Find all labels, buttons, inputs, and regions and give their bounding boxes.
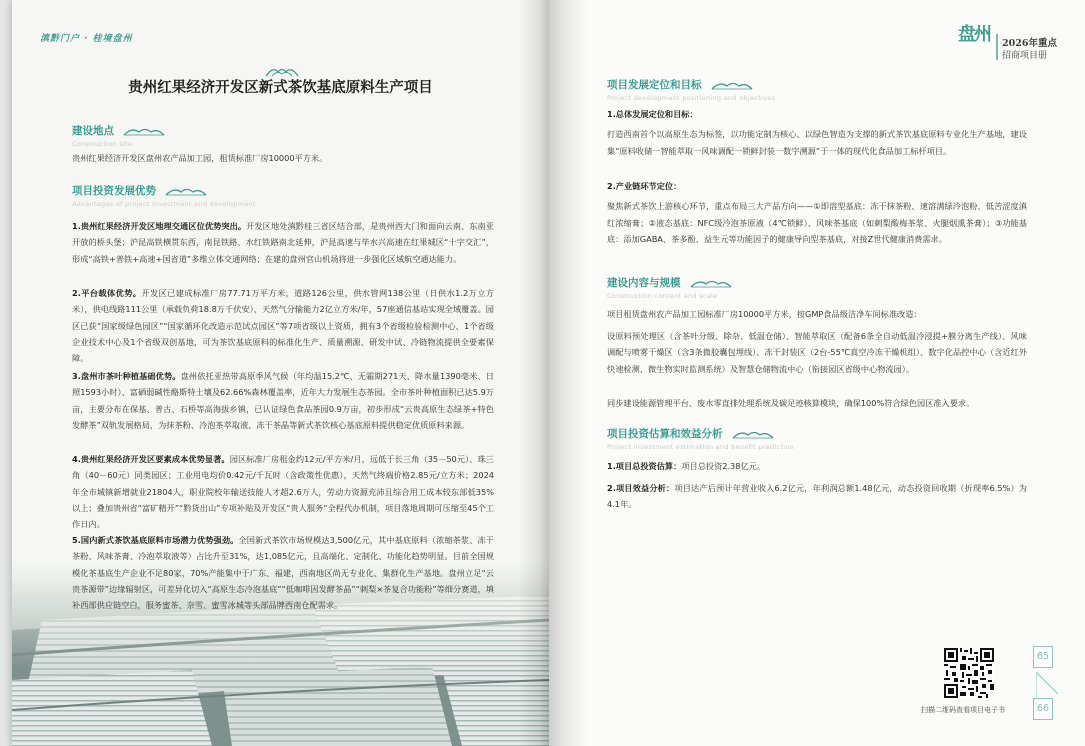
advantage-lead: 3.盘州市茶叶种植基础优势。 (72, 371, 181, 381)
advantage-text: 全国新式茶饮市场规模达3,500亿元，其中基底原料（浓缩茶浆、冻干茶粉、风味茶膏、冷泡萃取液等）占比升至31%，达1,085亿元，且高端化、定制化、功能化趋势明显。目前全国规模化茶基底生产企业不足80家，70%产能集中于广东、福建，西南地区尚无专业化、集群化生产基地。盘州立足“云贵茶源带”边缘辐射区，可差异化切入“高原生态冷泡基底”“低咖啡因发酵茶晶”“刺梨×茶复合功能粉”等细分赛道，填补西部供应链空白，服务蜜茶、奈雪、蜜雪冰城等头部品牌西南仓配需求。 (72, 535, 494, 611)
section-location-heading (72, 120, 165, 148)
advantage-text: 开发区已建成标准厂房77.71万平方米，道路126公里，供水管网138公里（日供水1.2万立方米），供电线路111公里（承载负荷18.8万千伏安），天然气分输能力2亿立方米/年，57座通信基站实现全域覆盖。园区已获“国家级绿色园区”“国家循环化改造示范试点园区”等7项省级以上资质，拥有3个省级检验检测中心、1个省级企业技术中心及1个省级双创基地，可为茶饮基底原料的标准化生产、质量溯源、研发中试、冷链物流提供全要素保障。 (72, 288, 494, 364)
brand-logo (958, 20, 1078, 64)
section-advantages-heading (72, 180, 256, 208)
section-title: 建设地点 (72, 125, 114, 137)
book-gutter-shadow (549, 0, 589, 746)
advantage-text: 盘州依托亚热带高原季风气候（年均温15.2℃、无霜期271天、降水量1390毫米、日照1593小时）、富硒弱碱性酪斯特土壤及62.66%森林覆盖率，近年大力发展生态茶园。全市茶叶种植面积已达5.9万亩，主要分布在保基、普古、石桥等高海拔乡镇，已认证绿色食品茶园0.9万亩，初步形成“云贵高原生态绿茶+特色发酵茶”双轨发展格局，为抹茶粉、冷泡茶萃取液、冻干茶晶等新式茶饮核心基底原料提供稳定优质原料来源。 (72, 371, 494, 430)
advantage-lead: 1.贵州红果经济开发区地理交通区位优势突出。 (72, 221, 247, 231)
section-title: 项目投资估算和效益分析 (607, 428, 723, 440)
investment-lead: 2.项目效益分析： (607, 483, 675, 493)
advantage-item-2 (72, 285, 494, 366)
advantage-item-5 (72, 532, 494, 613)
construction-para-2: 设原料预处理区（含茶叶分级、除杂、低温仓储）、智能萃取区（配备6条全自动低温冷浸提+膜分离生产线）、风味调配与喷雾干燥区（含3条微胶囊包埋线）、冻干封装区（2台-55℃真空冷冻干燥机组）、数字化品控中心（含近红外快速检测、微生物实时监测系统）及智慧仓储物流中心（衔接园区省级中心物流园）。 (607, 331, 1027, 374)
advantage-item-3 (72, 368, 494, 433)
mountain-wave-icon (123, 126, 165, 136)
advantage-text: 开发区地处滇黔桂三省区结合部，是贵州西大门和面向云南、东南亚开放的桥头堡；沪昆高铁横贯东西，南昆铁路、水红铁路南北延伸，沪昆高速与毕水兴高速在红果城区“十字交汇”，形成“高铁+普铁+高速+国省道”多维立体交通网络；在建的盘州官山机场将进一步强化区域航空通达能力。 (72, 221, 494, 264)
advantage-text: 园区标准厂房租金约12元/平方米/月，远低于长三角（35－50元）、珠三角（40－60元）同类园区；工业用电均价0.42元/千瓦时（含政策性优惠），天然气终端价格2.85元/立方米；2024年全市城镇新增就业21804人，职业院校年输送技能人才超2.6万人，劳动力资源充沛且综合用工成本较东部低35%以上；叠加贵州省“富矿精开”“黔货出山”专项补贴及开发区“贵人服务”全程代办机制，项目落地周期可压缩至45个工作日内。 (72, 454, 494, 530)
mountain-wave-icon (732, 429, 774, 439)
left-page (12, 0, 549, 746)
logo-mark: 盘州 (958, 24, 990, 45)
construction-para-1: 项目租赁盘州农产品加工园标准厂房10000平方米，按GMP食品级洁净车间标准改造： (607, 309, 922, 319)
section-subtitle: Construction site (72, 140, 133, 148)
section-title: 项目投资发展优势 (72, 185, 156, 197)
qr-code[interactable] (944, 648, 994, 698)
book-gutter-shadow (519, 0, 549, 746)
section-positioning-heading (607, 74, 775, 102)
advantage-lead: 5.国内新式茶饮基底原料市场潜力优势强劲。 (72, 535, 239, 545)
positioning-text: 聚焦新式茶饮上游核心环节，重点布局三大产品方向——①即溶型基底：冻干抹茶粉、速溶满绿冷泡粉、低苦涩度滇红浓缩膏；②液态基底：NFC级冷泡茶原液（4℃锁鲜）、风味茶基底（如刺梨酸梅茶浆、火腿烟熏茶膏）；③功能基底：添加GABA、茶多酚、益生元等功能因子的健康导向型茶基底，对接Z世代健康消费需求。 (607, 201, 1027, 244)
page-number-left: 65 (1033, 646, 1053, 668)
section-title: 项目发展定位和目标 (607, 79, 702, 91)
advantage-item-1 (72, 218, 494, 267)
positioning-lead: 1.总体发展定位和目标： (607, 109, 698, 119)
section-construction-heading (607, 272, 732, 300)
location-text: 贵州红果经济开发区盘州农产品加工园，租赁标准厂房10000平方米。 (72, 153, 328, 163)
construction-para-3: 同步建设能源管理平台、废水零直排处理系统及碳足迹核算模块，确保100%符合绿色园区准入要求。 (607, 398, 975, 408)
qr-caption: 扫描二维码查看项目电子书 (921, 706, 1005, 714)
mountain-wave-icon (711, 80, 753, 90)
positioning-item-1 (607, 106, 1027, 159)
advantage-lead: 4.贵州红果经济开发区要素成本优势显著。 (72, 454, 230, 464)
page-number-right: 66 (1033, 698, 1053, 720)
investment-item-2 (607, 480, 1027, 513)
section-subtitle: Advantages of project investment and development (72, 200, 256, 208)
header-tag: 滇黔门户 · 桂境盘州 (40, 34, 133, 44)
positioning-lead: 2.产业链环节定位： (607, 181, 682, 191)
mountain-wave-icon (165, 186, 207, 196)
section-title: 建设内容与规模 (607, 277, 681, 289)
section-subtitle: Project development positioning and objectives (607, 94, 776, 102)
page-title: 贵州红果经济开发区新式茶饮基底原料生产项目 (128, 79, 433, 96)
positioning-item-2 (607, 178, 1027, 247)
logo-book-line: 招商项目册 (1002, 51, 1048, 61)
investment-lead: 1.项目总投资估算： (607, 461, 682, 471)
advantage-lead: 2.平台载体优势。 (72, 288, 142, 298)
positioning-text: 打造西南首个以高原生态为标签，以功能定制为核心、以绿色智造为支撑的新式茶饮基底原料专业化生产基地，建设集“原料收储一智能萃取一风味调配一锁鲜封装一数字溯源”于一体的现代化食品加工标杆项目。 (607, 129, 1027, 156)
logo-divider (996, 34, 998, 60)
logo-year-line: 2026年重点 (1002, 38, 1057, 49)
right-page (549, 0, 1085, 746)
investment-text: 项目总投资2.38亿元。 (681, 461, 766, 471)
section-investment-heading (607, 423, 794, 451)
investment-text: 项目达产后预计年营业收入6.2亿元，年利润总额1.48亿元，动态投资回收期（折现率6.5%）为4.1年。 (607, 483, 1027, 510)
investment-item-1 (607, 458, 1027, 474)
section-subtitle: Project investment estimation and benefit prediction (607, 443, 795, 451)
mountain-wave-icon (690, 278, 732, 288)
advantage-item-4 (72, 451, 494, 532)
section-subtitle: Construction content and scale (607, 292, 718, 300)
